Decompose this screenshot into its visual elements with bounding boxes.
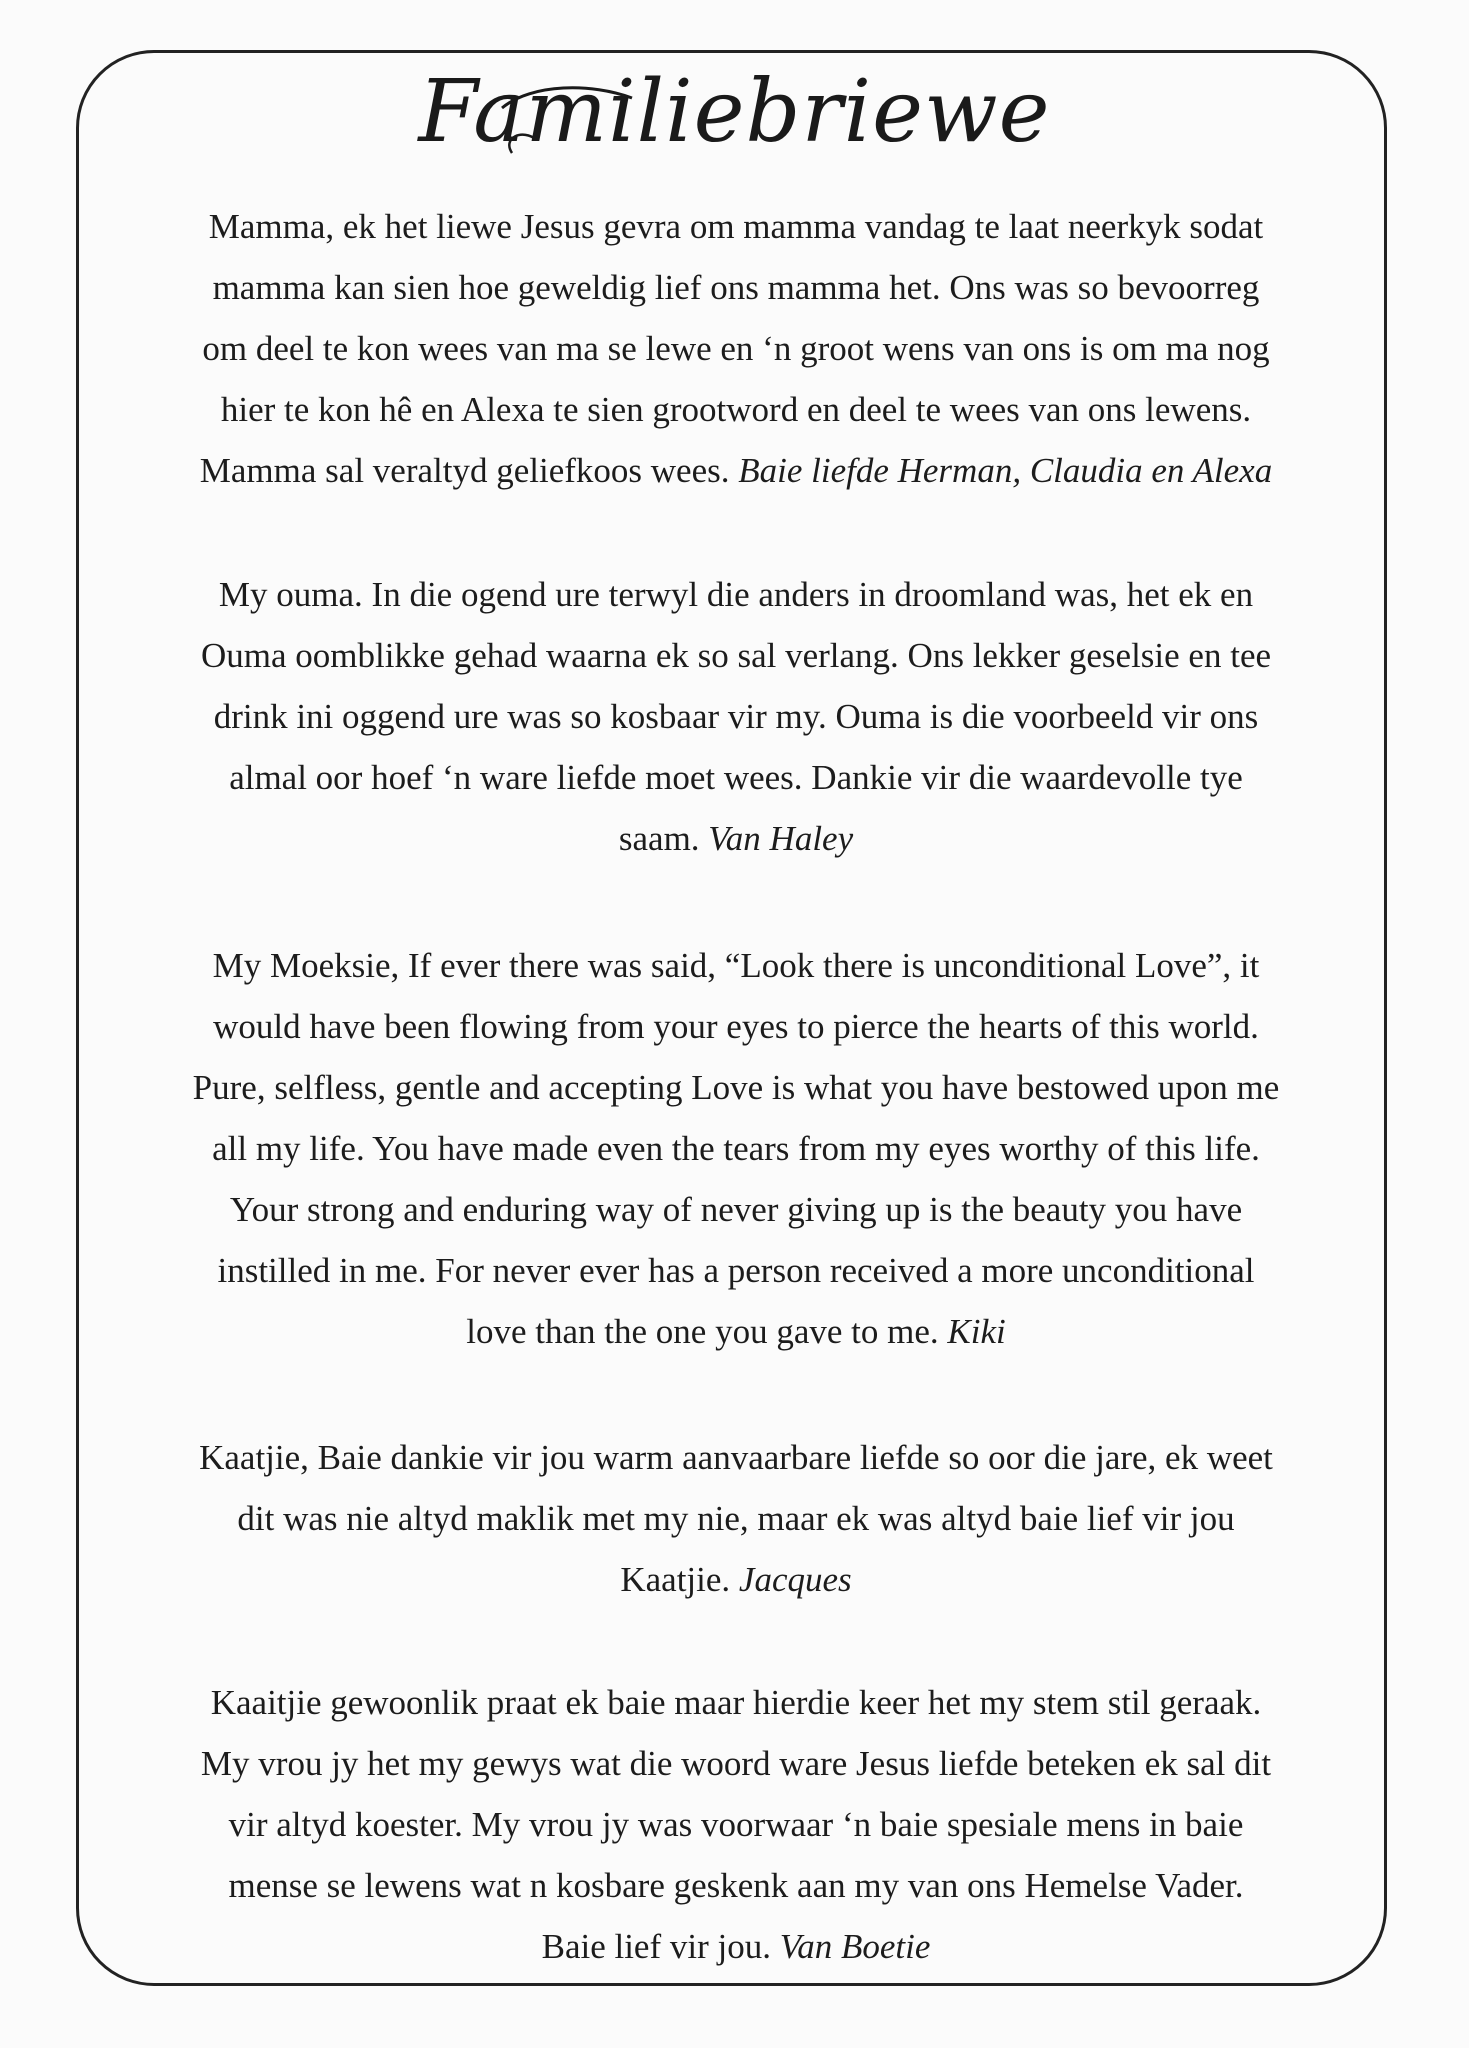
letter-1 <box>96 196 1376 501</box>
letter-line: mamma kan sien hoe geweldig lief ons mamma het. Ons was so bevoorreg <box>212 268 1260 307</box>
letter-line: Kaatjie. <box>620 1560 731 1599</box>
letter-signature: Van Haley <box>708 819 854 858</box>
letter-line: Kaaitjie gewoonlik praat ek baie maar hierdie keer het my stem stil geraak. <box>210 1683 1262 1722</box>
letter-line: Kaatjie, Baie dankie vir jou warm aanvaarbare liefde so oor die jare, ek weet <box>199 1438 1273 1477</box>
letter-signature: Kiki <box>947 1312 1006 1351</box>
letter-5 <box>96 1672 1376 1977</box>
letter-signature: Van Boetie <box>779 1927 931 1966</box>
letter-line: mense se lewens wat n kosbare geskenk aan my van ons Hemelse Vader. <box>228 1866 1244 1905</box>
letter-line: drink ini oggend ure was so kosbaar vir my. Ouma is die voorbeeld vir ons <box>213 697 1259 736</box>
letter-line: hier te kon hê en Alexa te sien grootword en deel te wees van ons lewens. <box>220 390 1252 429</box>
letter-line: Baie lief vir jou. <box>541 1927 771 1966</box>
letter-line: almal oor hoef ‘n ware liefde moet wees. Dankie vir die waardevolle tye <box>229 758 1243 797</box>
letter-line: Your strong and enduring way of never giving up is the beauty you have <box>229 1190 1243 1229</box>
letter-line: My vrou jy het my gewys wat die woord ware Jesus liefde beteken ek sal dit <box>200 1744 1272 1783</box>
letter-line: My Moeksie, If ever there was said, “Look there is unconditional Love”, it <box>212 946 1260 985</box>
letter-line: dit was nie altyd maklik met my nie, maar ek was altyd baie lief vir jou <box>237 1499 1235 1538</box>
letter-signature: Baie liefde Herman, Claudia en Alexa <box>738 451 1273 490</box>
letter-line: Mamma, ek het liewe Jesus gevra om mamma vandag te laat neerkyk sodat <box>208 207 1264 246</box>
letter-line: instilled in me. For never ever has a person received a more unconditional <box>217 1251 1255 1290</box>
letter-line: vir altyd koester. My vrou jy was voorwaar ‘n baie spesiale mens in baie <box>228 1805 1244 1844</box>
letter-signature: Jacques <box>738 1560 852 1599</box>
letter-2 <box>96 564 1376 869</box>
letter-line: saam. <box>618 819 700 858</box>
letter-line: om deel te kon wees van ma se lewe en ‘n groot wens van ons is om ma nog <box>202 329 1270 368</box>
letter-3 <box>96 935 1376 1362</box>
letter-4 <box>96 1427 1376 1610</box>
letter-line: Pure, selfless, gentle and accepting Love is what you have bestowed upon me <box>192 1068 1280 1107</box>
letter-line: love than the one you gave to me. <box>466 1312 939 1351</box>
letter-line: Mamma sal veraltyd geliefkoos wees. <box>199 451 730 490</box>
letter-line: My ouma. In die ogend ure terwyl die anders in droomland was, het ek en <box>218 575 1254 614</box>
letter-line: Ouma oomblikke gehad waarna ek so sal verlang. Ons lekker geselsie en tee <box>200 636 1272 675</box>
letter-line: all my life. You have made even the tears from my eyes worthy of this life. <box>212 1129 1260 1168</box>
page-title: Familiebriewe <box>418 62 1051 162</box>
letter-line: would have been flowing from your eyes to pierce the hearts of this world. <box>213 1007 1259 1046</box>
